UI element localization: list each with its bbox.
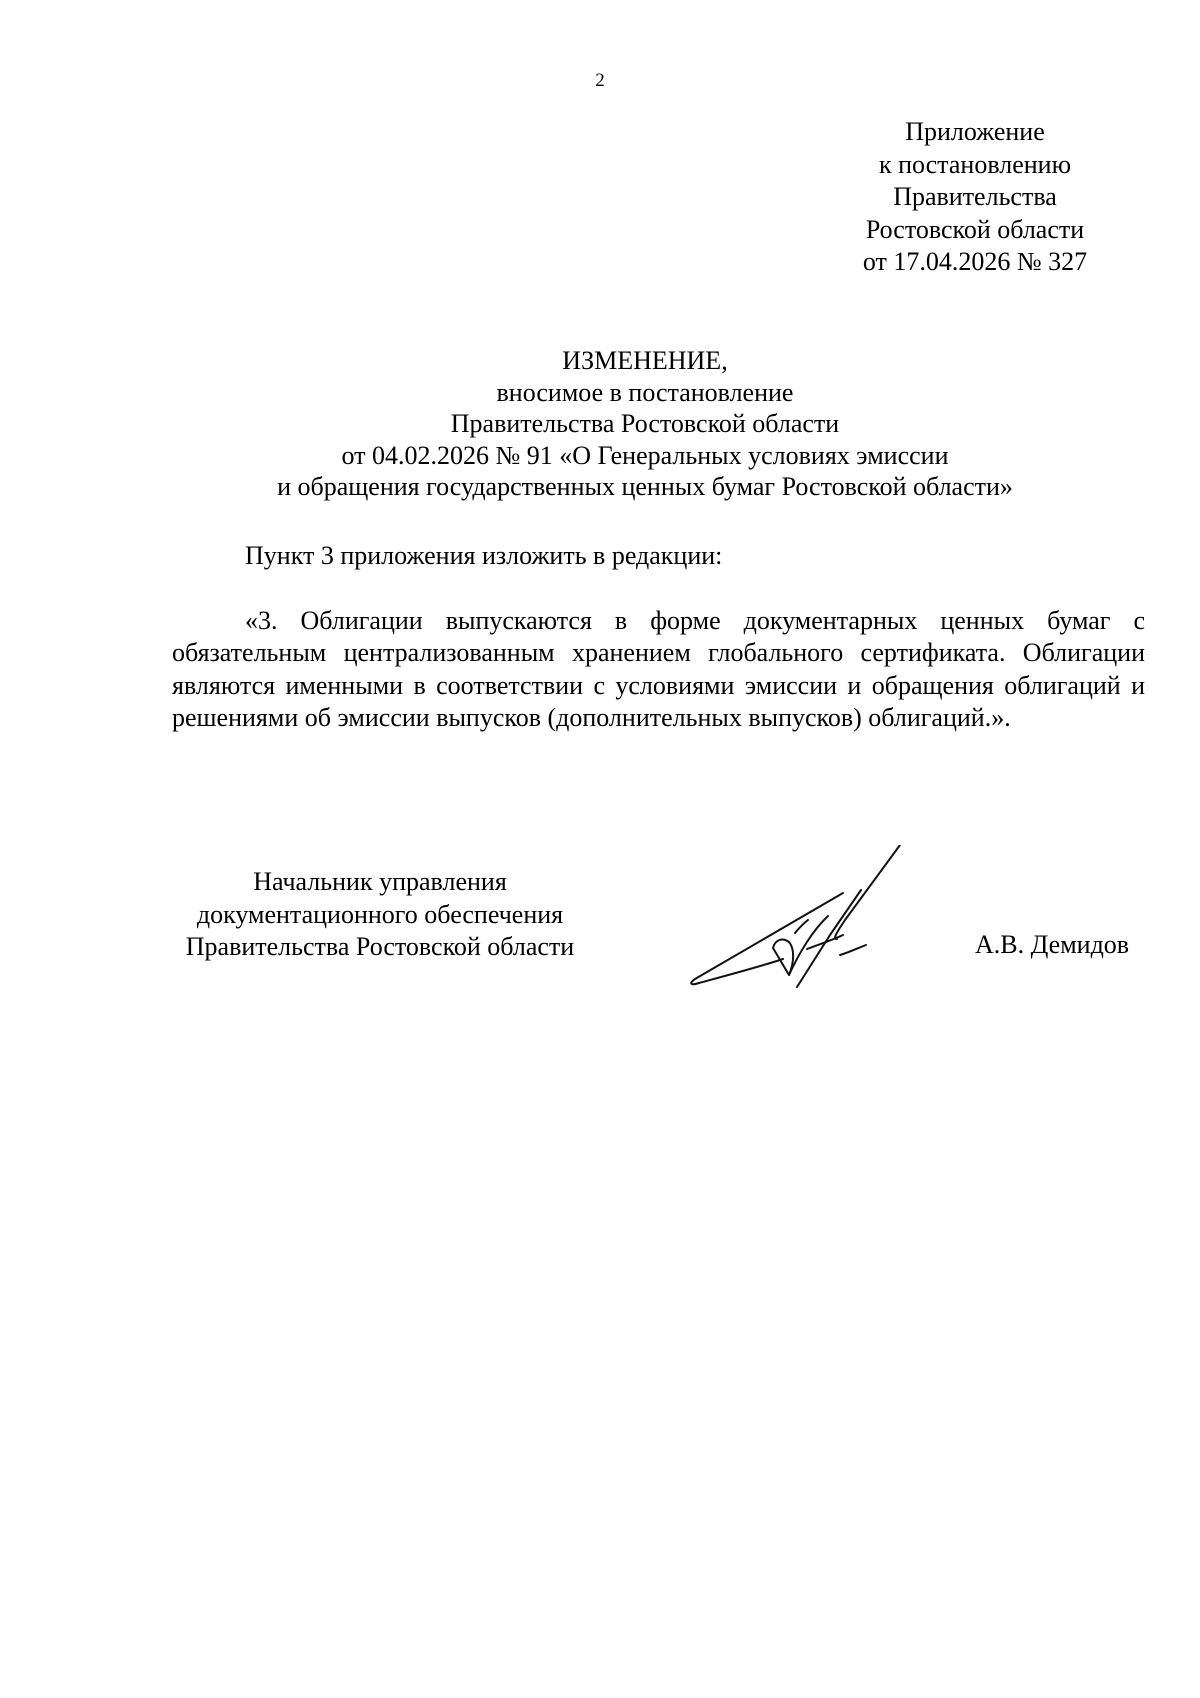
- page-number: 2: [595, 70, 605, 91]
- signatory-title: [160, 866, 600, 964]
- appendix-block: [820, 116, 1130, 279]
- instruction-text: Пункт 3 приложения изложить в редакции:: [245, 541, 723, 570]
- signatory-title-line-2: документационного обеспечения: [196, 899, 564, 929]
- appendix-date-number: от 17.04.2026 № 327: [862, 247, 1088, 276]
- heading-line-5: и обращения государственных ценных бумаг Ростовской области»: [277, 472, 1013, 501]
- signatory-title-line-1: Начальник управления: [253, 867, 507, 896]
- heading-line-4: от 04.02.2026 № 91 «О Генеральных условиях эмиссии: [341, 440, 949, 470]
- document-title: ИЗМЕНЕНИЕ,: [562, 346, 728, 375]
- appendix-authority: Правительства: [893, 182, 1057, 211]
- document-heading: [160, 345, 1130, 503]
- signatory-title-line-3: Правительства Ростовской области: [185, 932, 575, 961]
- handwritten-signature: [685, 845, 945, 1005]
- heading-line-3: Правительства Ростовской области: [450, 409, 840, 438]
- appendix-label: Приложение: [905, 117, 1045, 146]
- amendment-paragraph: «3. Облигации выпускаются в форме документарных ценных бумаг с обязательным централизованным хранением глобального сертификата. Облигации являются именными в соответствии с условиями эмиссии и обращения облигаций и решениями об эмиссии выпусков (дополнительных выпусков) облигаций.».: [172, 606, 1145, 732]
- appendix-region: Ростовской области: [865, 214, 1085, 244]
- signatory-name: А.В. Демидов: [975, 930, 1130, 959]
- appendix-reference: к постановлению: [878, 149, 1072, 179]
- heading-line-2: вносимое в постановление: [496, 377, 794, 407]
